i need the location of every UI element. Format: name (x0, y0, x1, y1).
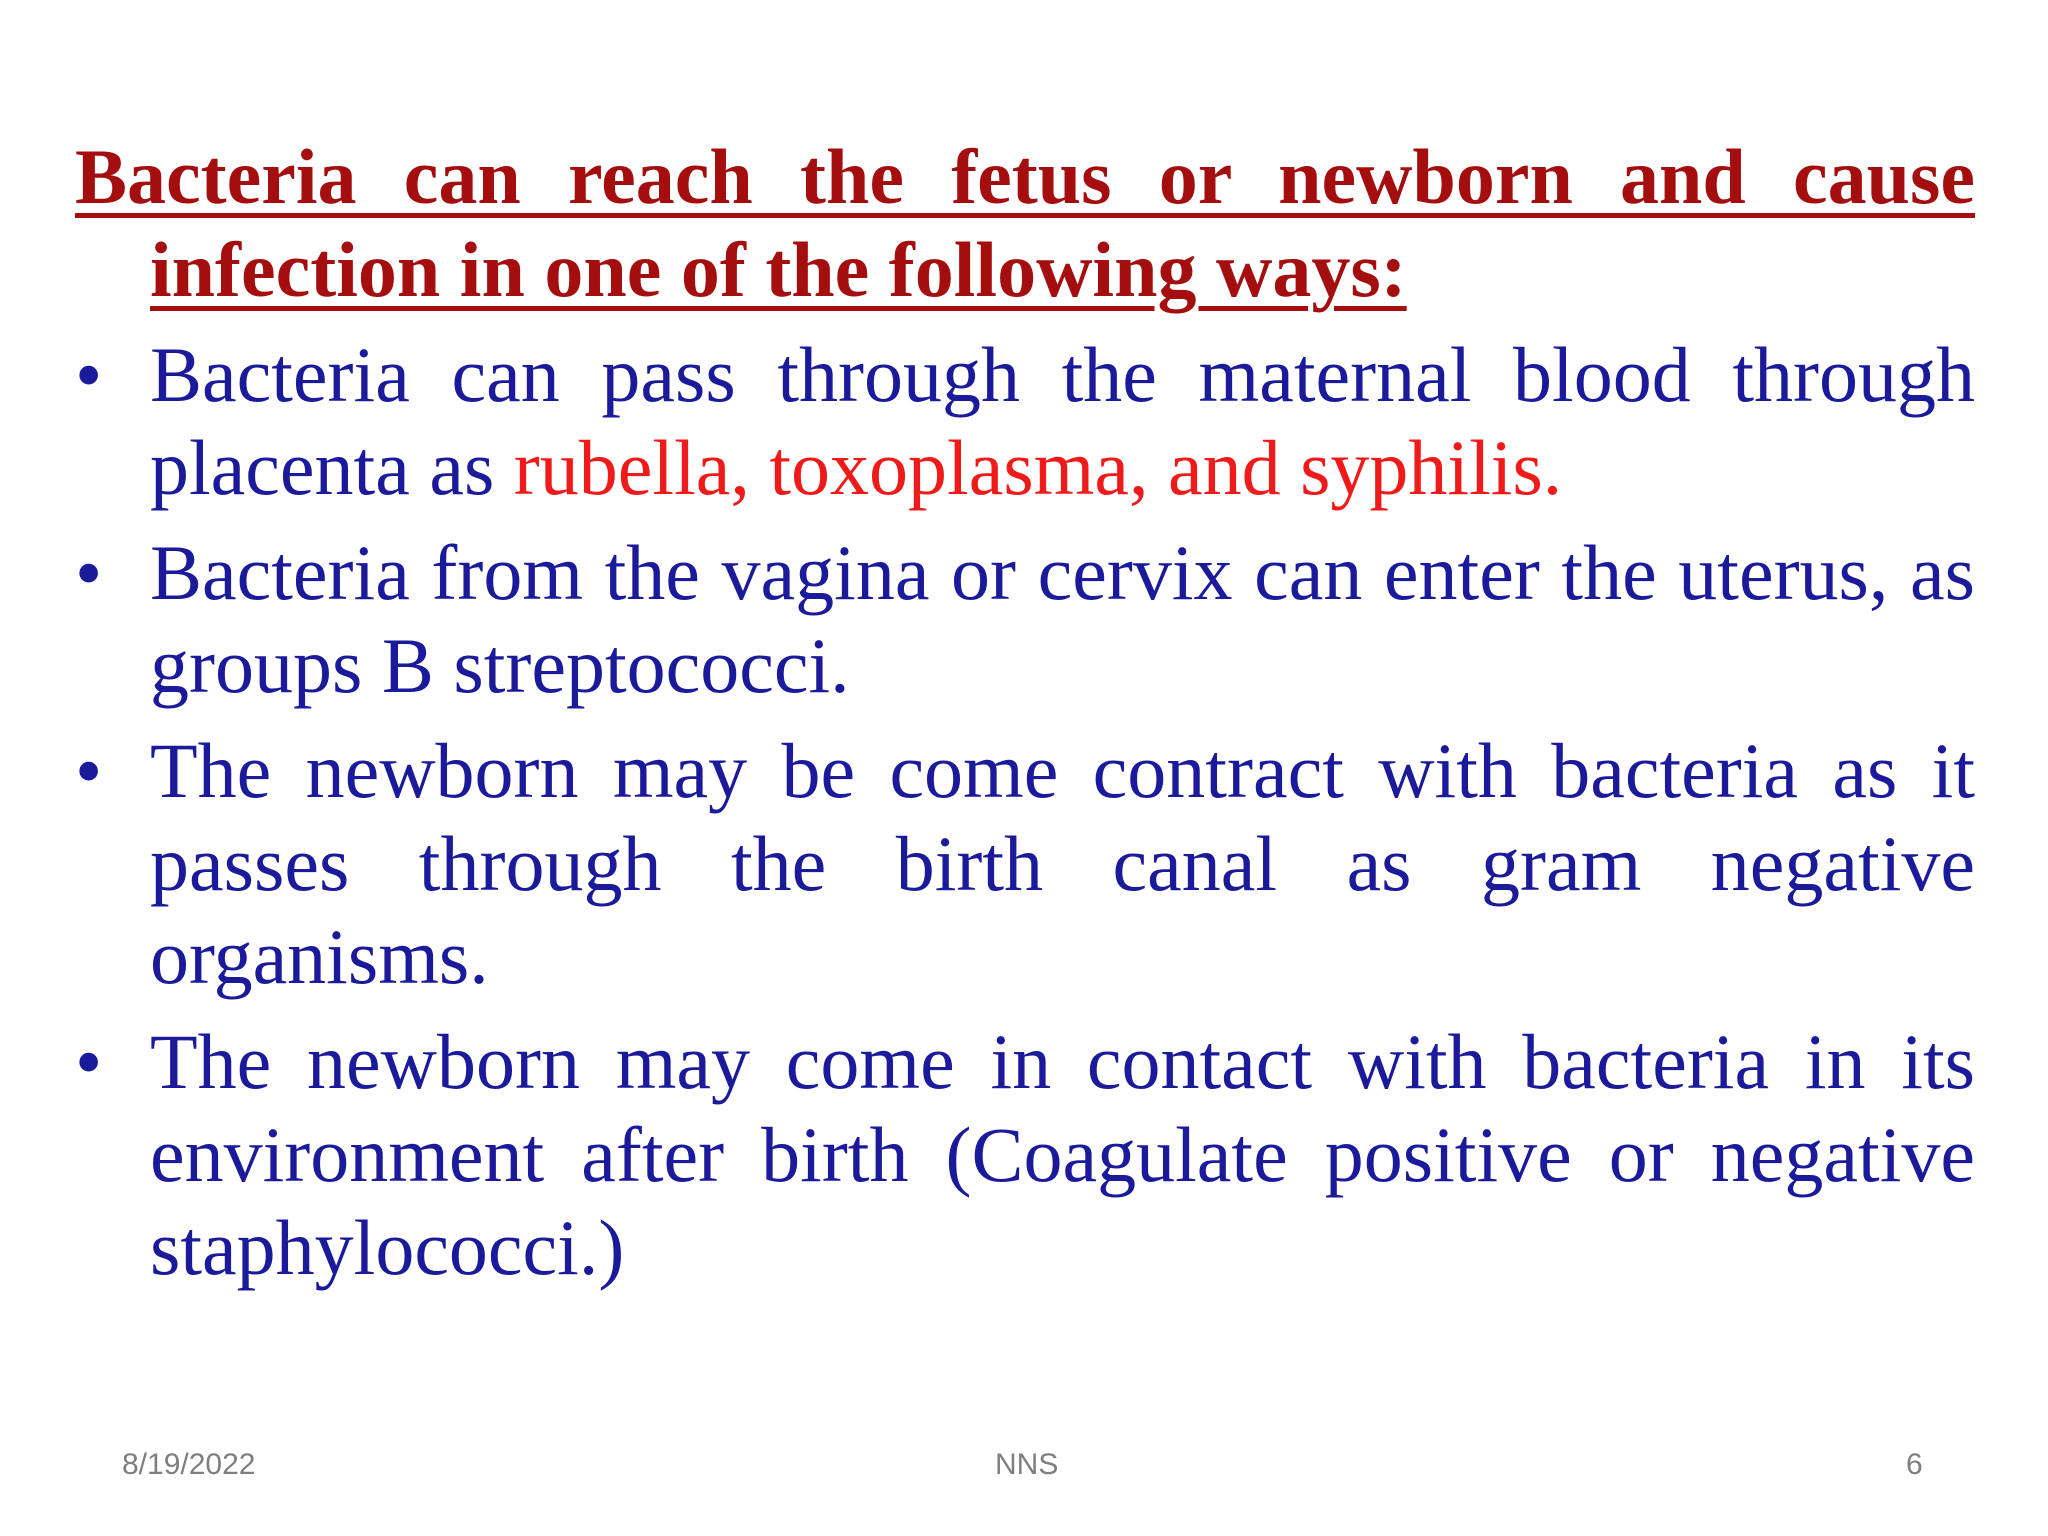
slide-heading: Bacteria can reach the fetus or newborn and cause infection in one of the following ways: (75, 133, 1975, 313)
bullet-icon: • (75, 1018, 103, 1105)
bullet-icon: • (75, 529, 103, 616)
bullet-text: The newborn may be come contract with bacteria as it passes through the birth canal as gram negative organisms. (150, 727, 1975, 1000)
bullet-item-1 (75, 328, 1975, 514)
bullet-item-3 (75, 724, 1975, 1003)
bullet-list (75, 328, 1975, 1294)
bullet-item-2 (75, 526, 1975, 712)
footer-date: 8/19/2022 (122, 1448, 256, 1481)
bullet-text: Bacteria can pass through the maternal blood through placenta as (150, 331, 1975, 511)
bullet-highlight-text: rubella, toxoplasma, and syphilis. (513, 424, 1563, 511)
bullet-icon: • (75, 727, 103, 814)
bullet-text: The newborn may come in contact with bacteria in its environment after birth (Coagulate positive or negative staphylococci.) (150, 1018, 1975, 1291)
footer-page-number: 6 (1906, 1448, 1923, 1481)
footer-center-text: NNS (995, 1448, 1059, 1481)
bullet-item-4 (75, 1015, 1975, 1294)
slide-content (75, 130, 1975, 1306)
bullet-text: Bacteria from the vagina or cervix can enter the uterus, as groups B streptococci. (150, 529, 1975, 709)
bullet-icon: • (75, 331, 103, 418)
